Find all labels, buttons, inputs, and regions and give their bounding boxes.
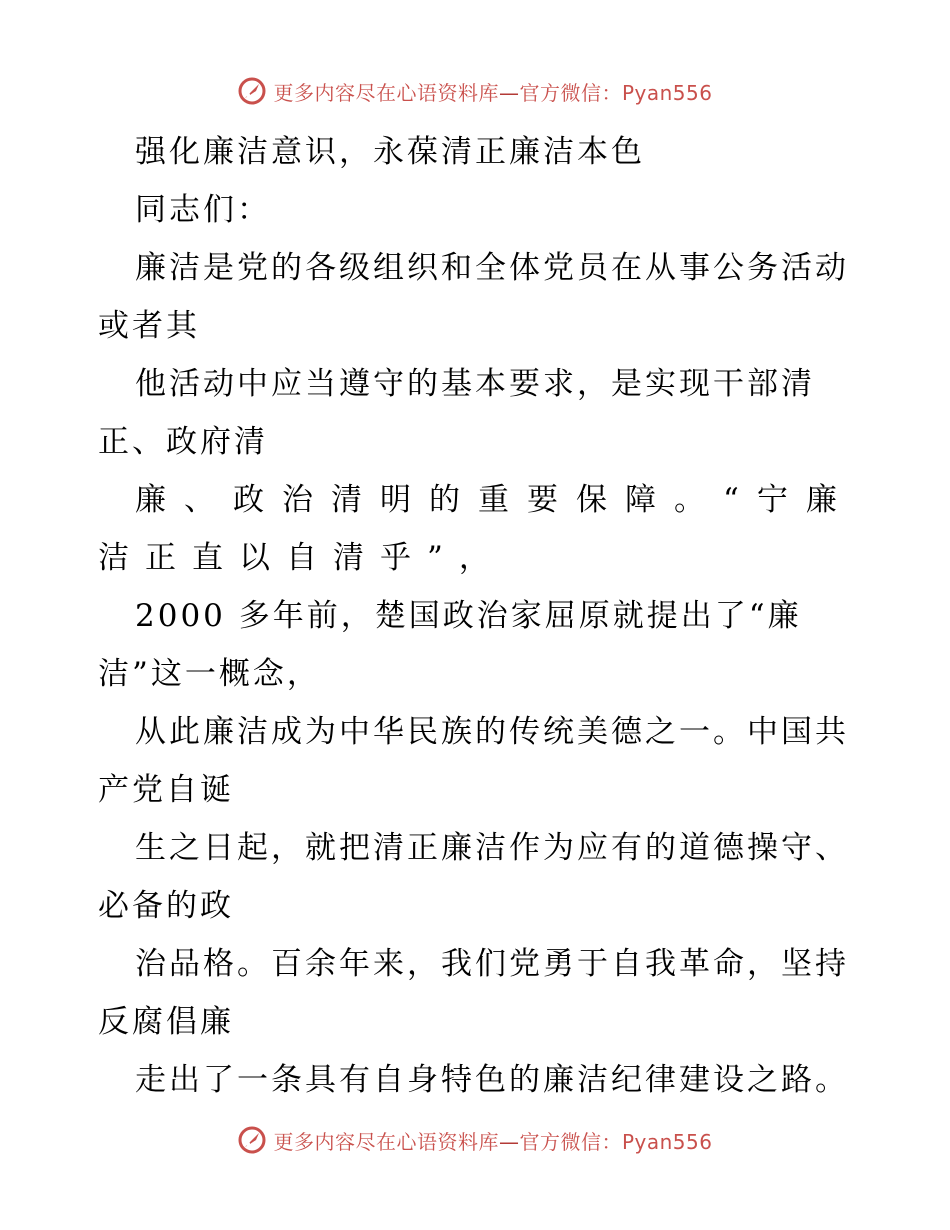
- paragraph-line: 或者其: [98, 308, 200, 344]
- paragraph-line: 产党自诞: [98, 772, 234, 808]
- paragraph-line: 从此廉洁成为中华民族的传统美德之一。中国共: [135, 714, 849, 750]
- paragraph-line: 正、政府清: [98, 424, 268, 460]
- document-body: [98, 123, 855, 1109]
- banner-contact-text: 官方微信：Pyan556: [519, 80, 713, 105]
- paragraph-line: 2000 多年前，楚国政治家屈原就提出了“廉: [135, 598, 802, 634]
- document-title: 强化廉洁意识，永葆清正廉洁本色: [135, 134, 645, 170]
- paragraph-line: 廉洁是党的各级组织和全体党员在从事公务活动: [135, 250, 849, 286]
- banner-separator: —: [498, 1129, 520, 1154]
- paragraph-line: 廉、政治清明的重要保障。“宁廉: [135, 482, 855, 518]
- paragraph-line: 必备的政: [98, 888, 234, 924]
- paragraph-line: 他活动中应当遵守的基本要求，是实现干部清: [135, 366, 815, 402]
- quill-logo-icon: [237, 1125, 267, 1155]
- salutation: 同志们：: [135, 192, 271, 228]
- paragraph-line: 走出了一条具有自身特色的廉洁纪律建设之路。: [135, 1062, 849, 1098]
- banner-contact-text: 官方微信：Pyan556: [519, 1129, 713, 1154]
- paragraph-line: 治品格。百余年来，我们党勇于自我革命，坚持: [135, 946, 849, 982]
- banner-main-text: 更多内容尽在心语资料库: [273, 1129, 499, 1154]
- paragraph-line: 反腐倡廉: [98, 1004, 234, 1040]
- paragraph-line: 洁”这一概念，: [98, 656, 321, 692]
- paragraph-line: 生之日起，就把清正廉洁作为应有的道德操守、: [135, 830, 849, 866]
- banner-main-text: 更多内容尽在心语资料库: [273, 80, 499, 105]
- header-watermark-banner: [0, 71, 950, 111]
- paragraph-line: 洁正直以自清乎”，: [98, 540, 506, 576]
- footer-watermark-banner: [0, 1120, 950, 1160]
- banner-separator: —: [498, 80, 520, 105]
- quill-logo-icon: [237, 76, 267, 106]
